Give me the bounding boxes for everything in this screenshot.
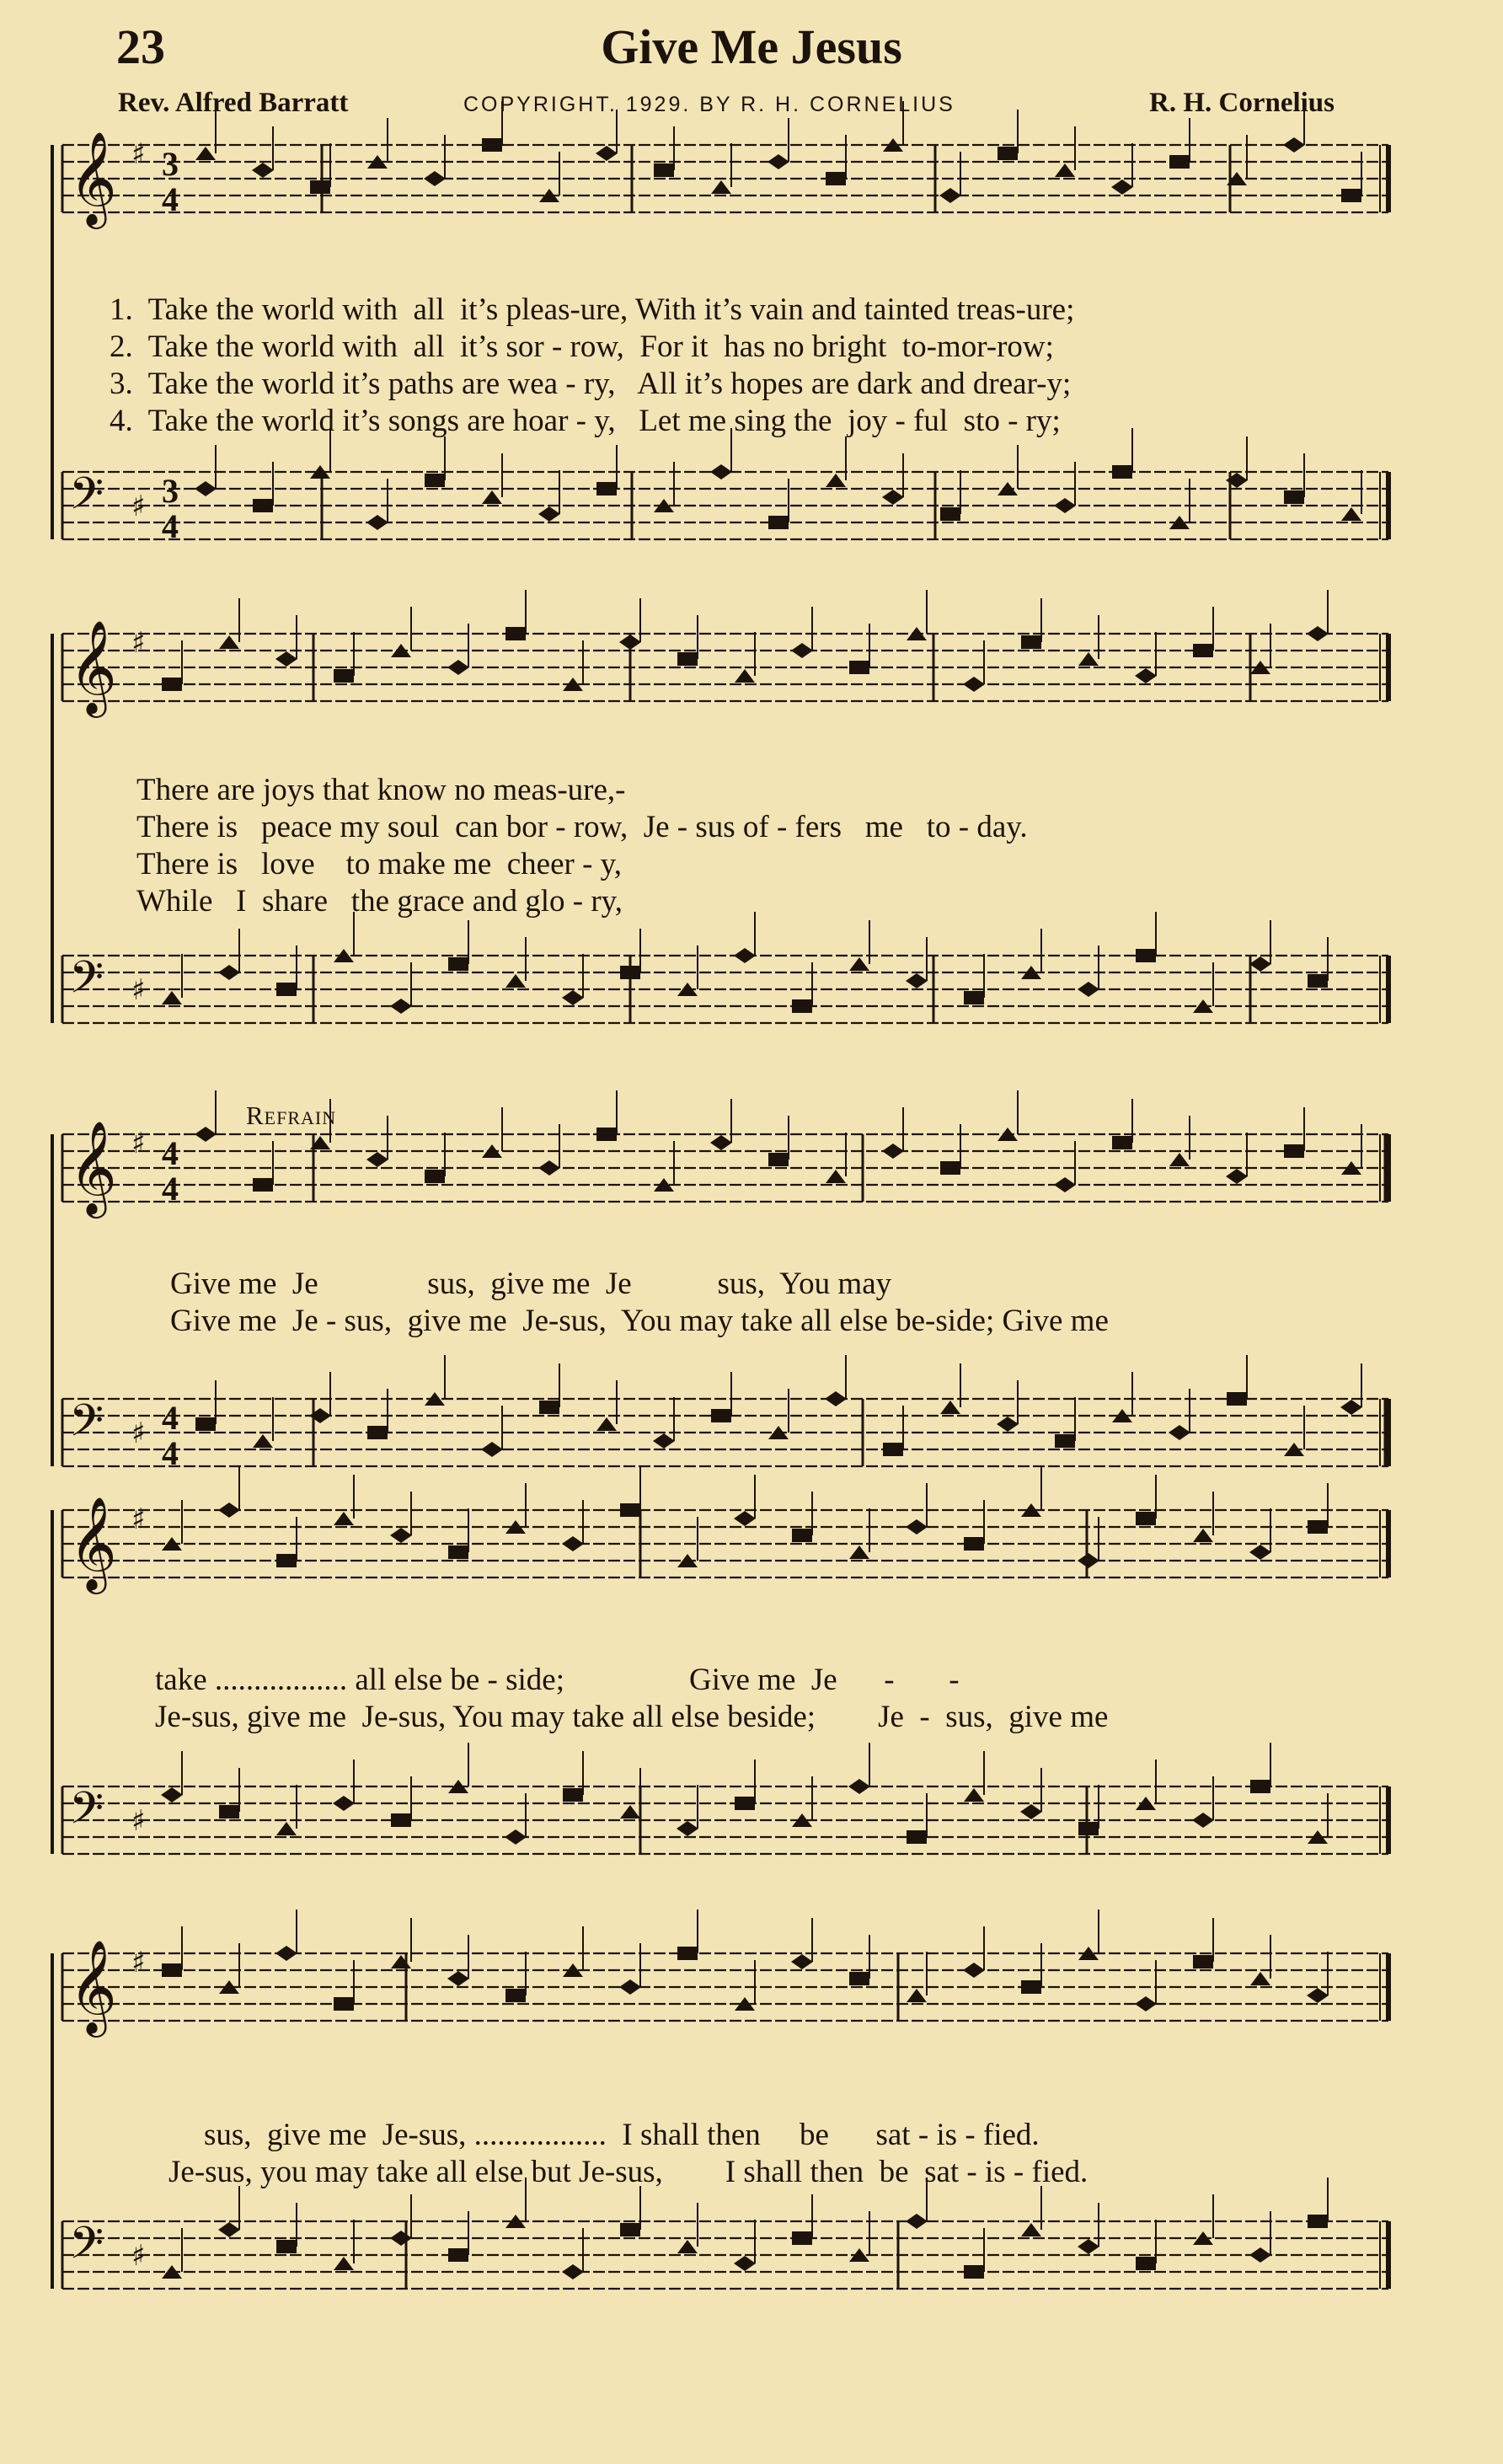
notehead <box>939 188 961 203</box>
notehead <box>849 1972 869 1985</box>
verse-3-line-b: There is love to make me cheer - y, <box>136 847 623 881</box>
notehead <box>734 1511 756 1526</box>
time-signature-bottom: 4 <box>162 180 179 218</box>
bass-clef-icon: 𝄢 <box>69 1783 104 1845</box>
refrain-line-3: take ................. all else be - side; Give me Je - - <box>155 1663 960 1697</box>
notehead <box>1078 652 1099 666</box>
notehead <box>964 991 984 1004</box>
notehead <box>1193 644 1213 657</box>
notehead <box>1054 498 1076 513</box>
notehead <box>768 154 789 169</box>
notehead <box>505 974 526 988</box>
notehead <box>218 1503 240 1518</box>
notehead <box>734 948 756 963</box>
time-signature-top: 4 <box>162 1134 179 1172</box>
notehead <box>276 1822 297 1835</box>
notehead <box>391 1813 411 1827</box>
sharp-icon: ♯ <box>131 1804 146 1838</box>
notehead <box>1169 1153 1190 1166</box>
notehead <box>195 147 216 160</box>
notehead <box>677 2240 698 2253</box>
notehead <box>907 1989 927 2002</box>
notehead <box>219 635 239 649</box>
notehead <box>940 507 960 521</box>
notehead <box>620 2223 640 2236</box>
notehead <box>195 1127 217 1142</box>
notehead <box>1341 507 1361 521</box>
notehead <box>711 1409 731 1422</box>
notehead <box>677 1947 698 1960</box>
notehead <box>563 1788 583 1802</box>
notehead <box>334 2257 354 2270</box>
time-signature-top: 3 <box>162 145 179 183</box>
notehead <box>1226 1169 1248 1184</box>
notehead <box>562 2264 584 2279</box>
notehead <box>447 660 469 675</box>
notehead <box>366 1152 388 1167</box>
notehead <box>1078 982 1099 997</box>
notehead <box>883 1443 903 1456</box>
verse-3-line-a: 3. Take the world it’s paths are wea - ry, All it’s hopes are dark and drear-y; <box>110 367 1072 401</box>
notehead <box>1112 1136 1132 1149</box>
notehead <box>998 482 1018 495</box>
notehead <box>1111 179 1133 195</box>
notehead <box>677 1821 698 1836</box>
notehead <box>482 138 502 152</box>
notehead <box>448 1545 468 1559</box>
notehead <box>964 2265 984 2279</box>
notehead <box>882 490 904 505</box>
notehead <box>333 1796 355 1811</box>
author-credit: Rev. Alfred Barratt <box>118 88 349 118</box>
notehead <box>654 163 674 177</box>
notehead <box>390 999 412 1014</box>
notehead <box>619 635 641 650</box>
notehead <box>1169 1425 1190 1440</box>
notehead <box>482 490 502 504</box>
notehead <box>481 1442 503 1457</box>
refrain-line-5: sus, give me Je-sus, ................. I shall then be sat - is - fied. <box>204 2118 1040 2152</box>
hymn-number: 23 <box>116 19 165 74</box>
notehead <box>562 1536 584 1551</box>
notehead <box>1193 1529 1213 1542</box>
notehead <box>1136 1797 1156 1810</box>
notehead <box>310 180 330 194</box>
sharp-icon: ♯ <box>131 137 146 171</box>
composer-credit: R. H. Cornelius <box>1148 88 1335 118</box>
notehead <box>425 474 445 487</box>
notehead <box>849 661 869 674</box>
notehead <box>997 1417 1019 1432</box>
notehead <box>792 999 812 1013</box>
notehead <box>275 651 297 667</box>
notehead <box>998 1128 1018 1141</box>
notehead <box>1307 1988 1329 2003</box>
notehead <box>826 172 846 185</box>
notehead <box>963 1963 985 1978</box>
notehead <box>906 973 928 988</box>
notehead <box>1054 1177 1076 1192</box>
notehead <box>620 966 640 979</box>
notehead <box>253 499 273 512</box>
refrain-line-4: Je-sus, give me Je-sus, You may take all else beside; Je - sus, give me <box>155 1700 1109 1734</box>
notehead <box>162 1963 182 1977</box>
notehead <box>940 1401 960 1414</box>
hymn-title: Give Me Jesus <box>601 19 902 74</box>
notehead <box>1112 465 1132 479</box>
time-signature-bottom: 4 <box>162 1434 179 1472</box>
notehead <box>849 1545 869 1559</box>
notehead <box>391 644 411 657</box>
notehead <box>219 1805 239 1819</box>
time-signature-top: 4 <box>162 1399 179 1437</box>
notehead <box>1136 2257 1156 2270</box>
notehead <box>195 1417 216 1431</box>
notehead <box>1308 2215 1328 2228</box>
verse-4-line-b: While I share the grace and glo - ry, <box>136 884 623 919</box>
notehead <box>390 2231 412 2246</box>
notehead <box>848 1779 870 1794</box>
notehead <box>1283 137 1305 153</box>
notehead <box>907 627 927 640</box>
notehead <box>710 464 732 479</box>
notehead <box>1055 163 1075 177</box>
bass-clef-icon: 𝄢 <box>69 469 104 531</box>
notehead <box>619 1979 641 1995</box>
notehead <box>768 516 789 529</box>
notehead <box>1020 1804 1042 1819</box>
bass-clef-icon: 𝄢 <box>69 952 104 1015</box>
notehead <box>276 2240 297 2253</box>
notehead <box>1193 1955 1213 1969</box>
notehead <box>1249 1545 1271 1560</box>
notehead <box>1021 2223 1041 2236</box>
notehead <box>768 1153 789 1166</box>
notehead <box>1055 1434 1075 1448</box>
sharp-icon: ♯ <box>131 1946 146 1979</box>
notehead <box>596 1417 617 1431</box>
notehead <box>907 1830 927 1844</box>
refrain-line-2: Give me Je - sus, give me Je-sus, You may take all else be-side; Give me <box>170 1304 1109 1338</box>
bass-clef-icon: 𝄢 <box>69 1395 104 1458</box>
notehead <box>367 1426 388 1439</box>
sharp-icon: ♯ <box>131 626 146 660</box>
notehead <box>964 1788 984 1802</box>
refrain-line-6: Je-sus, you may take all else but Je-sus, I shall then be sat - is - fied. <box>168 2155 1088 2189</box>
notehead <box>505 1989 526 2002</box>
notehead <box>791 1954 813 1969</box>
notehead <box>735 669 755 683</box>
notehead <box>1307 626 1329 641</box>
sharp-icon: ♯ <box>131 973 146 1007</box>
notehead <box>596 146 618 161</box>
copyright-notice: COPYRIGHT. 1929. BY R. H. CORNELIUS <box>463 93 955 116</box>
notehead <box>825 1391 847 1406</box>
bass-clef-icon: 𝄢 <box>69 2218 104 2280</box>
notehead <box>734 2256 756 2271</box>
notehead <box>1078 1822 1099 1835</box>
notehead <box>482 1144 502 1158</box>
time-signature-bottom: 4 <box>162 507 179 545</box>
notehead <box>826 474 846 487</box>
notehead <box>1249 2247 1271 2263</box>
notehead <box>538 506 560 522</box>
notehead <box>1284 1144 1304 1158</box>
notehead <box>218 965 240 980</box>
notehead <box>710 1135 732 1150</box>
notehead <box>505 627 526 640</box>
notehead <box>253 1434 273 1448</box>
notehead <box>1341 189 1361 202</box>
notehead <box>1227 1392 1247 1406</box>
verse-2-line-a: 2. Take the world with all it’s sor - row, For it has no bright to-mor-row; <box>110 329 1054 364</box>
notehead <box>1021 635 1041 649</box>
notehead <box>906 1519 928 1535</box>
sharp-icon: ♯ <box>131 1503 146 1536</box>
notehead <box>1192 1813 1214 1828</box>
notehead <box>425 1170 445 1183</box>
notehead <box>447 1971 469 1986</box>
treble-clef-icon: 𝄞 <box>69 131 117 225</box>
notehead <box>596 482 617 495</box>
notehead <box>1135 1996 1157 2011</box>
notehead <box>906 2214 928 2229</box>
refrain-line-1: Give me Je sus, give me Je sus, You may <box>170 1267 892 1301</box>
notehead <box>391 1955 411 1969</box>
notehead <box>1136 1512 1156 1525</box>
notehead <box>620 1503 640 1517</box>
notehead <box>275 1946 297 1961</box>
verse-1-line-a: 1. Take the world with all it’s pleas-ure, With it’s vain and tainted treas-ure; <box>110 292 1075 327</box>
notehead <box>677 652 698 666</box>
notehead <box>792 1529 812 1542</box>
notehead <box>1308 1520 1328 1534</box>
notehead <box>849 957 869 971</box>
notehead <box>161 1787 183 1802</box>
notehead <box>596 1128 617 1141</box>
notehead <box>562 990 584 1005</box>
notehead <box>538 1160 560 1176</box>
notehead <box>448 2248 468 2262</box>
notehead <box>276 1554 297 1567</box>
notehead <box>1340 1400 1362 1415</box>
notehead <box>334 1512 354 1525</box>
treble-clef-icon: 𝄞 <box>69 1496 117 1590</box>
notehead <box>276 983 297 996</box>
sharp-icon: ♯ <box>131 2239 146 2273</box>
verse-4-line-a: 4. Take the world it’s songs are hoar - y, Let me sing the joy - ful sto - ry; <box>110 404 1061 438</box>
notehead <box>448 957 468 971</box>
notehead <box>964 1537 984 1551</box>
notehead <box>539 1401 559 1414</box>
notehead <box>998 147 1018 160</box>
notehead <box>1135 668 1157 683</box>
notehead <box>882 1144 904 1159</box>
notehead <box>253 1178 273 1192</box>
treble-clef-icon: 𝄞 <box>69 1120 117 1214</box>
notehead <box>1250 1780 1270 1793</box>
notehead <box>366 515 388 530</box>
notehead <box>791 643 813 658</box>
notehead <box>963 677 985 692</box>
notehead <box>1136 949 1156 962</box>
notehead <box>218 2222 240 2237</box>
notehead <box>424 171 446 186</box>
notehead <box>792 2231 812 2245</box>
notehead <box>1308 974 1328 988</box>
notehead <box>1250 1972 1270 1985</box>
sharp-icon: ♯ <box>131 1127 146 1160</box>
notehead <box>334 669 354 683</box>
notehead <box>390 1528 412 1543</box>
notehead <box>1021 1980 1041 1994</box>
notehead <box>1284 490 1304 504</box>
notehead <box>620 1805 640 1819</box>
refrain-label: Refrain <box>246 1101 337 1130</box>
notehead <box>195 481 217 496</box>
sharp-icon: ♯ <box>131 1417 146 1450</box>
notehead <box>162 991 182 1004</box>
notehead <box>735 1797 755 1810</box>
treble-clef-icon: 𝄞 <box>69 1939 117 2033</box>
notehead <box>252 163 274 178</box>
verse-1-line-b: There are joys that know no meas-ure,- <box>136 773 626 807</box>
notehead <box>940 1161 960 1175</box>
treble-clef-icon: 𝄞 <box>69 619 117 714</box>
verse-2-line-b: There is peace my soul can bor - row, Je - sus of - fers me to - day. <box>136 810 1028 844</box>
notehead <box>505 1829 527 1845</box>
notehead <box>653 1433 675 1449</box>
notehead <box>711 180 731 194</box>
time-signature-bottom: 4 <box>162 1170 179 1208</box>
notehead <box>1078 1553 1099 1568</box>
notehead <box>826 1170 846 1183</box>
notehead <box>162 678 182 691</box>
time-signature-top: 3 <box>162 472 179 510</box>
sharp-icon: ♯ <box>131 490 146 523</box>
notehead <box>334 1997 354 2011</box>
notehead <box>1249 956 1271 972</box>
notehead <box>1169 155 1190 169</box>
notehead <box>1078 2239 1099 2254</box>
